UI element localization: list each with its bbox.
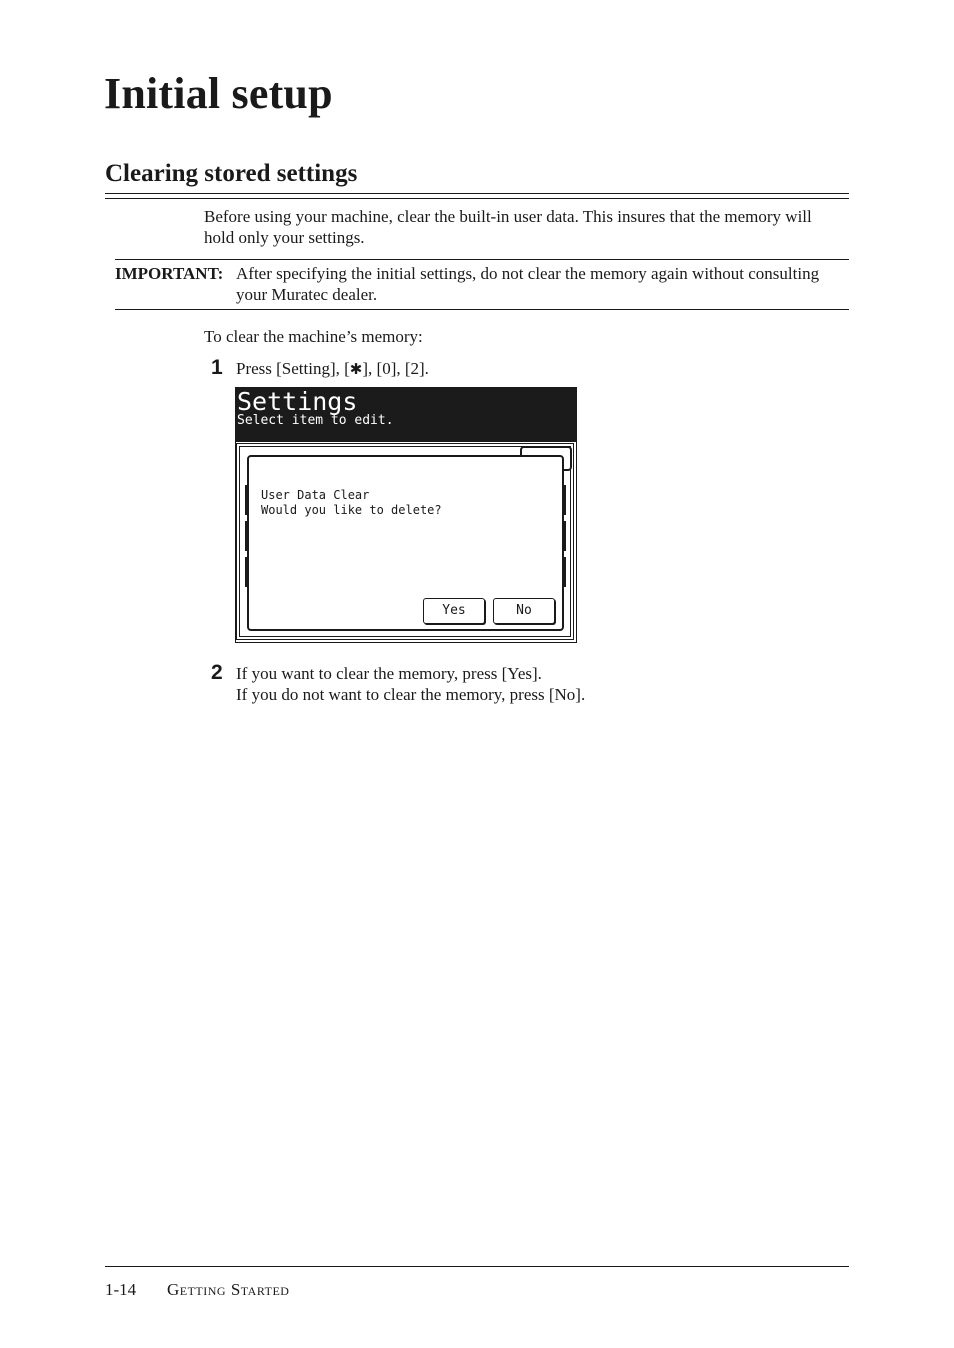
section-rule-thick [105, 193, 849, 194]
lcd-hidden-list-item [564, 485, 567, 515]
step-text [236, 663, 585, 705]
lcd-hidden-list-item [564, 557, 567, 587]
important-rule-top [115, 259, 849, 260]
lcd-screenshot [235, 387, 577, 643]
confirm-dialog [247, 455, 564, 631]
footer-page-number: 1-14 [105, 1280, 137, 1299]
section-title: Clearing stored settings [105, 160, 358, 187]
asterisk-key-icon: ✱ [349, 360, 363, 378]
step-text-line: If you want to clear the memory, press [Yes]. [236, 664, 542, 683]
yes-button[interactable]: Yes [423, 598, 485, 624]
step-text [236, 358, 429, 380]
step-number: 1 [211, 356, 223, 379]
footer-chapter-title: Getting Started [167, 1280, 290, 1299]
dialog-title: User Data Clear [261, 488, 370, 502]
step-text-line: If you do not want to clear the memory, press [No]. [236, 685, 586, 704]
important-text: After specifying the initial settings, do not clear the memory again without consulting your Muratec dealer. [236, 264, 820, 304]
important-rule-bottom [115, 309, 849, 310]
lcd-subtitle: Select item to edit. [237, 413, 394, 428]
lcd-title: Settings [237, 387, 358, 416]
step-text-part: ], [0], [2]. [362, 359, 429, 378]
lcd-header [236, 388, 576, 442]
intro-paragraph: Before using your machine, clear the built-in user data. This insures that the memory will hold only your settings. [204, 207, 812, 247]
important-label: IMPORTANT: [115, 264, 224, 283]
footer-rule [105, 1266, 849, 1267]
section-rule-thin [105, 198, 849, 199]
procedure-lead: To clear the machine’s memory: [204, 327, 423, 346]
step-number: 2 [211, 661, 223, 684]
lcd-hidden-list-item [564, 521, 567, 551]
no-button[interactable]: No [493, 598, 555, 624]
page-title: Initial setup [104, 69, 333, 118]
step-text-part: Press [Setting], [ [236, 359, 350, 378]
dialog-message: Would you like to delete? [261, 503, 442, 517]
